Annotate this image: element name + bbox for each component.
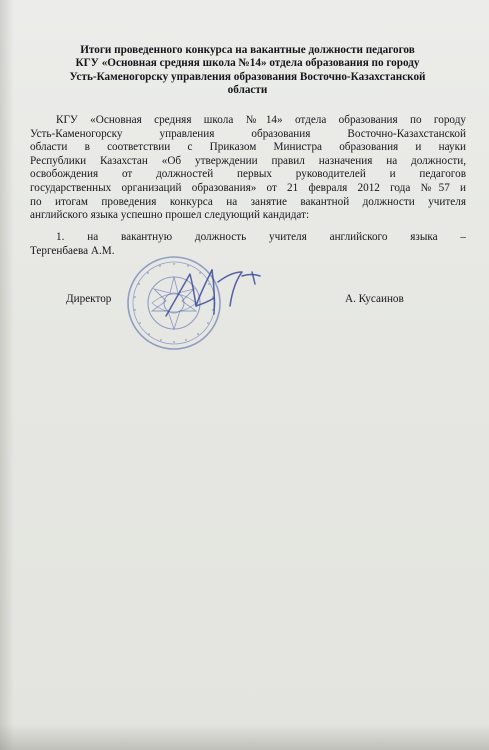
list-item-line-1: 1. на вакантную должность учителя английского языка – (56, 231, 466, 243)
document-title (20, 44, 475, 98)
body-line-3: области в соответствии с Приказом Министра образования и науки (30, 141, 466, 154)
body-line-4: Республики Казахстан «Об утверждении правил назначения на должности, (30, 154, 466, 167)
signer-role: Директор (66, 293, 112, 305)
body-line-7: по итогам проведения конкурса на занятие вакантной должности учителя (30, 195, 466, 208)
document-body (30, 114, 466, 223)
title-line-2: КГУ «Основная средняя школа №14» отдела образования по городу (75, 57, 420, 70)
candidate-list-item (30, 231, 466, 258)
list-item-line-2: Тергенбаева А.М. (30, 244, 115, 257)
signer-name: А. Кусаинов (345, 293, 404, 305)
body-line-5: освобождения от должностей первых руководителей и педагогов (30, 168, 466, 181)
page-edge-shadow (0, 0, 14, 750)
body-line-2: Усть-Каменогорску управления образования Восточно-Казахстанской (30, 127, 466, 140)
body-line-6: государственных организаций образования» от 21 февраля 2012 года №57 и (30, 181, 466, 194)
title-line-4: области (227, 84, 268, 97)
page-bottom-shadow (0, 724, 489, 750)
handwritten-signature-icon (160, 262, 270, 324)
body-line-1: КГУ «Основная средняя школа №14» отдела образования по городу (56, 114, 466, 126)
title-line-1: Итоги проведенного конкурса на вакантные должности педагогов (80, 44, 415, 56)
body-line-8: английского языка успешно прошел следующий кандидат: (30, 209, 310, 222)
title-line-3: Усть-Каменогорску управления образования Восточно-Казахстанской (69, 70, 426, 83)
